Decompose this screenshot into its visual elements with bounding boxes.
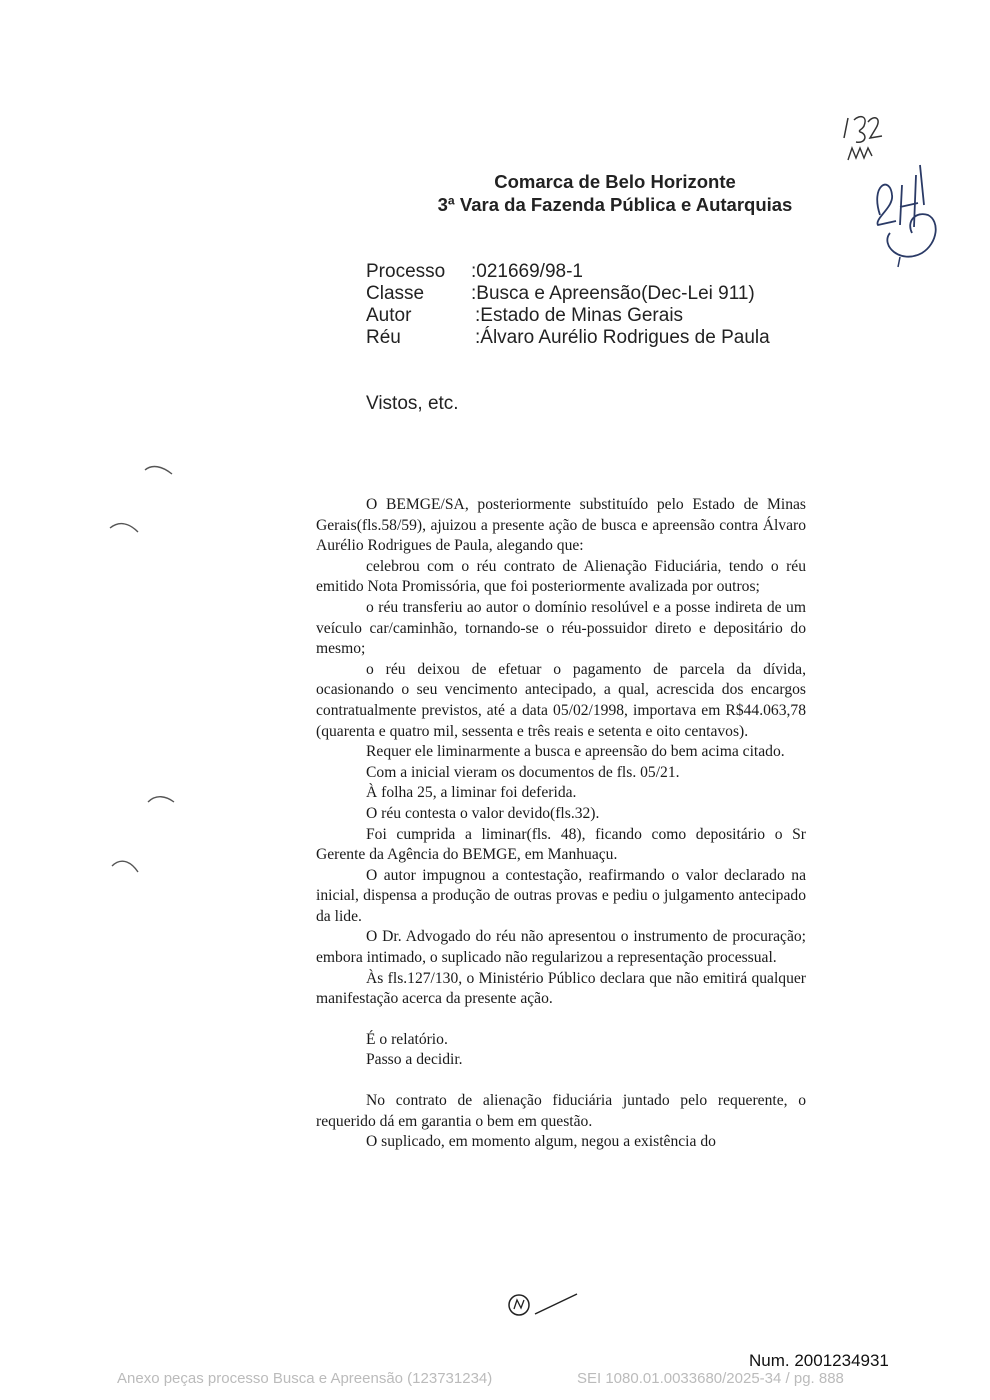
reu-value: :Álvaro Aurélio Rodrigues de Paula: [475, 327, 770, 348]
paragraph-relatorio: É o relatório.: [366, 1030, 448, 1048]
vistos-line: Vistos, etc.: [366, 393, 459, 414]
paragraph-decidir: Passo a decidir.: [366, 1051, 463, 1069]
paragraph-impugnou: O autor impugnou a contestação, reafirmando o valor declarado na inicial, dispensa a produção de outras provas e pediu o julgamento antecipado da lide.: [316, 866, 806, 925]
paragraph-request: Requer ele liminarmente a busca e apreensão do bem acima citado.: [366, 743, 785, 761]
paragraph-ministerio: Às fls.127/130, o Ministério Público declara que não emitirá qualquer manifestação acerca da presente ação.: [316, 969, 806, 1008]
paragraph-cumprida: Foi cumprida a liminar(fls. 48), ficando como depositário o Sr Gerente da Agência do BEMGE, em Manhuaçu.: [316, 825, 806, 864]
paragraph-allegation-1: celebrou com o réu contrato de Alienação Fiduciária, tendo o réu emitido Nota Promissória, que foi posteriormente avalizada por outros;: [316, 557, 806, 596]
rubric-signature: [505, 1288, 585, 1328]
paragraph-documents: Com a inicial vieram os documentos de fls. 05/21.: [366, 763, 680, 781]
processo-label: Processo: [366, 261, 446, 282]
footer-sei-reference: SEI 1080.01.0033680/2025-34 / pg. 888: [577, 1370, 844, 1387]
paragraph-allegation-2: o réu transferiu ao autor o domínio resolúvel e a posse indireta de um veículo car/caminhão, tornando-se o réu-possuidor direto e depositário do mesmo;: [316, 598, 806, 658]
paragraph-contesta: O réu contesta o valor devido(fls.32).: [366, 804, 600, 822]
paragraph-contrato: No contrato de alienação fiduciária juntado pelo requerente, o requerido dá em garantia o bem em questão.: [316, 1092, 806, 1130]
paragraph-advogado: O Dr. Advogado do réu não apresentou o instrumento de procuração; embora intimado, o suplicado não regularizou a representação processual.: [316, 928, 806, 967]
footer-attachment: Anexo peças processo Busca e Apreensão (123731234): [117, 1370, 493, 1387]
paragraph-intro: O BEMGE/SA, posteriormente substituído pelo Estado de Minas Gerais(fls.58/59), ajuizou a presente ação de busca e apreensão contra Álvaro Aurélio Rodrigues de Paula, alegando que:: [316, 496, 806, 555]
classe-label: Classe: [366, 283, 425, 304]
decision-body: [316, 495, 806, 1153]
processo-value: :021669/98-1: [471, 261, 583, 282]
autor-value: :Estado de Minas Gerais: [475, 305, 684, 326]
autor-label: Autor: [366, 305, 412, 326]
document-number: Num. 2001234931: [749, 1351, 889, 1370]
court-division: 3ª Vara da Fazenda Pública e Autarquias: [437, 194, 793, 215]
paragraph-allegation-3: o réu deixou de efetuar o pagamento de parcela da dívida, ocasionando o seu vencimento antecipado, a qual, acrescida dos encargos contratualmente previstos, até a data 05/02/1998, importava em R$44.063,78 (quarenta e quatro mil, sessenta e três reais e setenta e oito centavos).: [316, 660, 806, 740]
court-name: Comarca de Belo Horizonte: [494, 171, 736, 192]
classe-value: :Busca e Apreensão(Dec-Lei 911): [471, 283, 755, 304]
margin-marks: [100, 440, 160, 900]
paragraph-suplicado: O suplicado, em momento algum, negou a existência do: [366, 1133, 716, 1151]
paragraph-liminar: À folha 25, a liminar foi deferida.: [366, 784, 577, 802]
reu-label: Réu: [366, 327, 401, 348]
